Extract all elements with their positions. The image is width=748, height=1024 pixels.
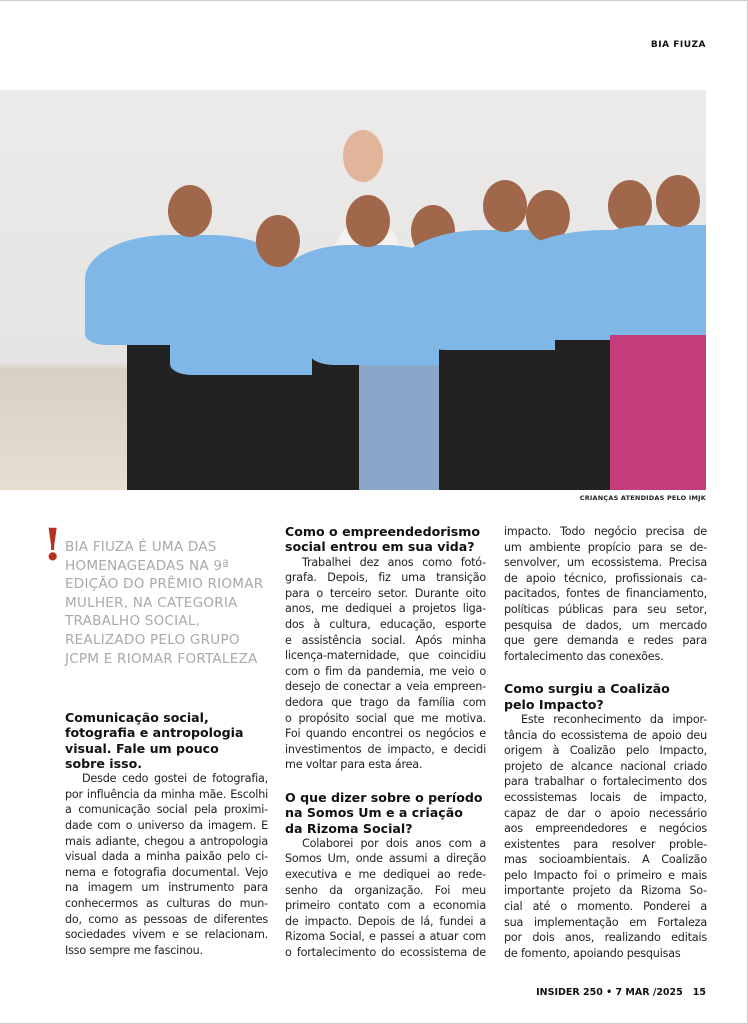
answer-line: para o terceiro setor. Durante oito: [285, 586, 486, 600]
answer-line: primeiro contato com a economia: [285, 899, 486, 913]
answer-line: executiva e me dediquei ao rede-: [285, 867, 486, 881]
answer-line: nema e fotografia documental. Vejo: [65, 865, 268, 879]
question-heading: [285, 524, 486, 555]
answer-line: de apoio técnico, profissionais ca-: [504, 571, 707, 585]
answer-line: mais adiante, chegou a antropologia: [65, 834, 268, 848]
heading-line: sobre isso.: [65, 755, 143, 771]
answer-line: existentes para resolver proble-: [504, 837, 707, 851]
question-heading: [504, 681, 707, 712]
answer-line: Colaborei por dois anos com a: [302, 836, 486, 850]
answer-line: para trabalhar o fortalecimento dos: [504, 775, 707, 789]
column-1: [65, 710, 268, 958]
answer-line: importante projeto da Rizoma So-: [504, 884, 707, 898]
article-photo: [0, 90, 706, 490]
answer-line: a comunicação social pela proximi-: [65, 803, 268, 817]
child-head: [168, 185, 212, 237]
answer-line: mas socioambientais. A Coalizão: [504, 853, 707, 867]
child-head: [656, 175, 700, 227]
heading-line: social entrou em sua vida?: [285, 539, 475, 555]
answer-line: capaz de dar o apoio necessário: [504, 806, 707, 820]
page-number: 15: [692, 987, 706, 998]
question-heading: [285, 790, 486, 836]
child-shirt: [565, 225, 706, 335]
answer-line: desejo de conectar a veia empreen-: [285, 680, 486, 694]
answer-line: Foi quando encontrei os negócios e: [285, 727, 486, 741]
heading-line: na Somos Um e a criação: [285, 805, 463, 821]
answer-line: sua implementação em Fortaleza: [504, 915, 707, 929]
heading-line: visual. Fale um pouco: [65, 740, 219, 756]
answer-line: Rizoma Social, e passei a atuar com: [285, 930, 486, 944]
photo-caption: CRIANÇAS ATENDIDAS PELO IMJK: [579, 494, 706, 502]
child-head: [608, 180, 652, 232]
answer-line: Desde cedo gostei de fotografia,: [82, 772, 268, 786]
column-3: [504, 524, 707, 961]
answer-line: pesquisa de dados, um mercado: [504, 618, 707, 632]
answer-line: ecossistemas locais de impacto,: [504, 790, 707, 804]
heading-line: pelo Impacto?: [504, 696, 604, 712]
answer-line: origem à Coalizão pelo Impacto,: [504, 744, 707, 758]
answer-line: do, como as pessoas de diferentes: [65, 912, 268, 926]
child-head: [483, 180, 527, 232]
answer-line: dos à cultura, educação, esporte: [285, 617, 486, 631]
answer-line: que gere demanda e redes para: [504, 634, 707, 648]
answer-line: por influência da minha mãe. Escolhi: [65, 787, 268, 801]
pull-quote-mark: !: [43, 520, 63, 571]
answer-line: investimentos de impacto, e decidi: [285, 742, 486, 756]
child-pants: [610, 315, 706, 490]
answer-line: me voltar para esta área.: [285, 758, 423, 772]
answer-line: impacto. Todo negócio precisa de: [504, 525, 707, 538]
heading-line: Comunicação social,: [65, 710, 209, 725]
answer-line: na imagem um instrumento para: [65, 881, 268, 895]
answer-line: grafa. Depois, fiz uma transição: [285, 571, 486, 585]
child-head: [346, 195, 390, 247]
answer-line: pelo Impacto foi o primeiro e mais: [504, 868, 707, 882]
answer-line: Trabalhei dez anos como fotó-: [302, 555, 486, 569]
heading-line: O que dizer sobre o período: [285, 789, 483, 805]
answer-line: Somos Um, onde assumi a direção: [285, 852, 486, 866]
pull-quote: BIA FIUZA É UMA DAS HOMENAGEADAS NA 9ª EDIÇÃO DO PRÊMIO RIOMAR MULHER, NA CATEGORIA TRABALHO SOCIAL, REALIZADO PELO GRUPO JCPM E RIOMAR FORTALEZA: [65, 539, 264, 667]
running-title: BIA FIUZA: [650, 40, 706, 50]
answer-line: aos empreendedores e negócios: [504, 822, 707, 836]
answer-line: o propósito social que me motiva.: [285, 711, 486, 725]
answer-line: e assistência social. Após minha: [285, 633, 486, 647]
answer-line: o fortalecimento do ecossistema de: [285, 945, 486, 959]
answer-line: sociedades vivem e se relacionam.: [65, 928, 268, 942]
answer-line: anos, me dediquei a projetos liga-: [285, 602, 486, 616]
page-footer: [536, 987, 706, 998]
heading-line: Como surgiu a Coalizão: [504, 681, 670, 697]
column-2: [285, 524, 486, 961]
block-gap: [285, 773, 486, 790]
answer-line: com o fim da pandemia, me veio o: [285, 664, 486, 678]
answer-line: Este reconhecimento da impor-: [521, 712, 707, 726]
answer-line: cial até o momento. Ponderei a: [504, 900, 707, 914]
answer-line: senho da organização. Foi meu: [285, 883, 486, 897]
answer-line: projeto de alcance nacional criado: [504, 759, 707, 773]
block-gap: [504, 664, 707, 681]
answer-line: tância do ecossistema de apoio deu: [504, 728, 707, 742]
publication-info: INSIDER 250 • 7 MAR /2025: [536, 987, 683, 998]
answer-line: visual dada a minha paixão pelo ci-: [65, 850, 268, 864]
answer-line: de fomento, apoiando pesquisas: [504, 946, 681, 960]
heading-line: Como o empreendedorismo: [285, 524, 481, 539]
answer-line: políticas públicas para seu setor,: [504, 602, 707, 616]
answer-line: fortalecimento das conexões.: [504, 649, 664, 663]
answer-line: conhecermos as culturas do mun-: [65, 896, 268, 910]
answer-line: senvolver, um ecossistema. Precisa: [504, 556, 707, 570]
answer-line: Isso sempre me fascinou.: [65, 943, 203, 957]
question-heading: [65, 710, 268, 771]
woman-head: [343, 130, 383, 182]
answer-line: dedora que trago da família com: [285, 695, 486, 709]
answer-line: por dois anos, realizando editais: [504, 931, 707, 945]
answer-line: pacitados, fontes de financiamento,: [504, 587, 707, 601]
heading-line: da Rizoma Social?: [285, 820, 413, 836]
answer-line: dade com o universo da imagem. E: [65, 818, 268, 832]
answer-line: um ambiente propício para se de-: [504, 540, 707, 554]
answer-line: licença-maternidade, que coincidiu: [285, 649, 486, 663]
heading-line: fotografia e antropologia: [65, 725, 244, 741]
answer-line: de impacto. Depois de lá, fundei a: [285, 914, 486, 928]
